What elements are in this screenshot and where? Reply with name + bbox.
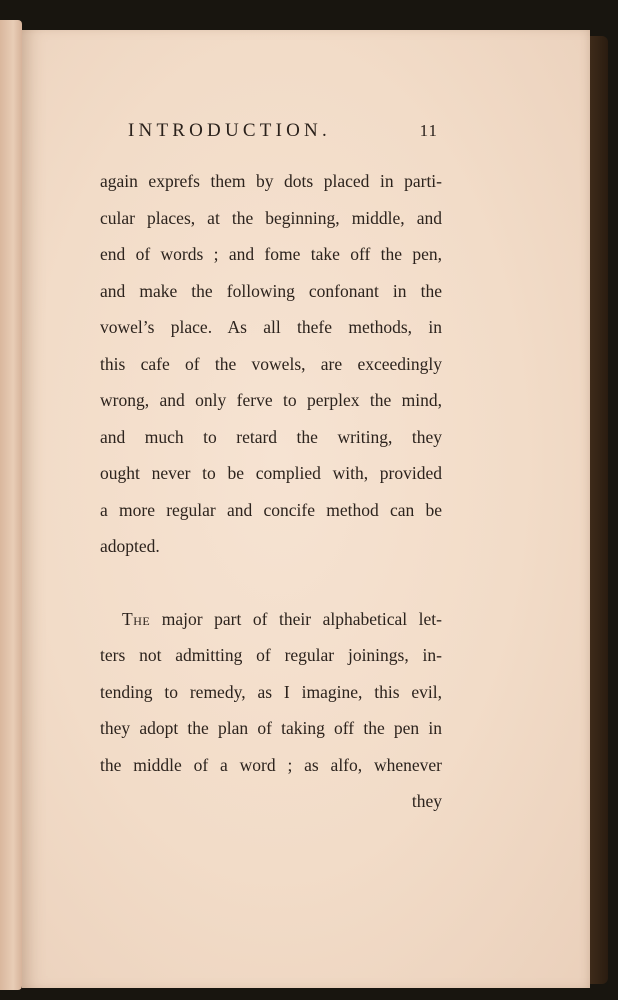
text-line: adopted. bbox=[100, 536, 160, 556]
text-line: and make the following confonant in the bbox=[100, 280, 442, 301]
text-line bbox=[100, 601, 442, 638]
text-line: tending to remedy, as I imagine, this evil, bbox=[100, 681, 442, 702]
lead-word: The bbox=[122, 608, 151, 629]
facing-page-edge bbox=[0, 20, 22, 990]
body-text bbox=[100, 163, 442, 820]
paragraph-gap bbox=[100, 565, 442, 601]
catchword: they bbox=[411, 791, 442, 811]
text-line: ought never to be complied with, provided bbox=[100, 463, 442, 483]
text-line: again exprefs them by dots placed in parti- bbox=[100, 171, 442, 191]
text-line: a more regular and concife method can be bbox=[100, 499, 442, 520]
text-line: ters not admitting of regular joinings, in- bbox=[100, 645, 442, 665]
text-line: the middle of a word ; as alfo, whenever bbox=[100, 754, 442, 775]
running-title: INTRODUCTION. bbox=[128, 120, 331, 141]
text-line: this cafe of the vowels, are exceedingly bbox=[100, 353, 442, 374]
text-line: they adopt the plan of taking off the pen in bbox=[100, 718, 442, 738]
text-line: wrong, and only ferve to perplex the mind, bbox=[100, 390, 442, 410]
text-line: cular places, at the beginning, middle, and bbox=[100, 207, 442, 228]
first-line-rest: major part of their alphabetical let- bbox=[150, 608, 442, 629]
text-line: and much to retard the writing, they bbox=[100, 426, 442, 447]
page-number: 11 bbox=[419, 121, 438, 140]
page-header bbox=[128, 120, 438, 150]
text-line: end of words ; and fome take off the pen, bbox=[100, 244, 442, 264]
text-line: vowel’s place. As all thefe methods, in bbox=[100, 317, 442, 337]
